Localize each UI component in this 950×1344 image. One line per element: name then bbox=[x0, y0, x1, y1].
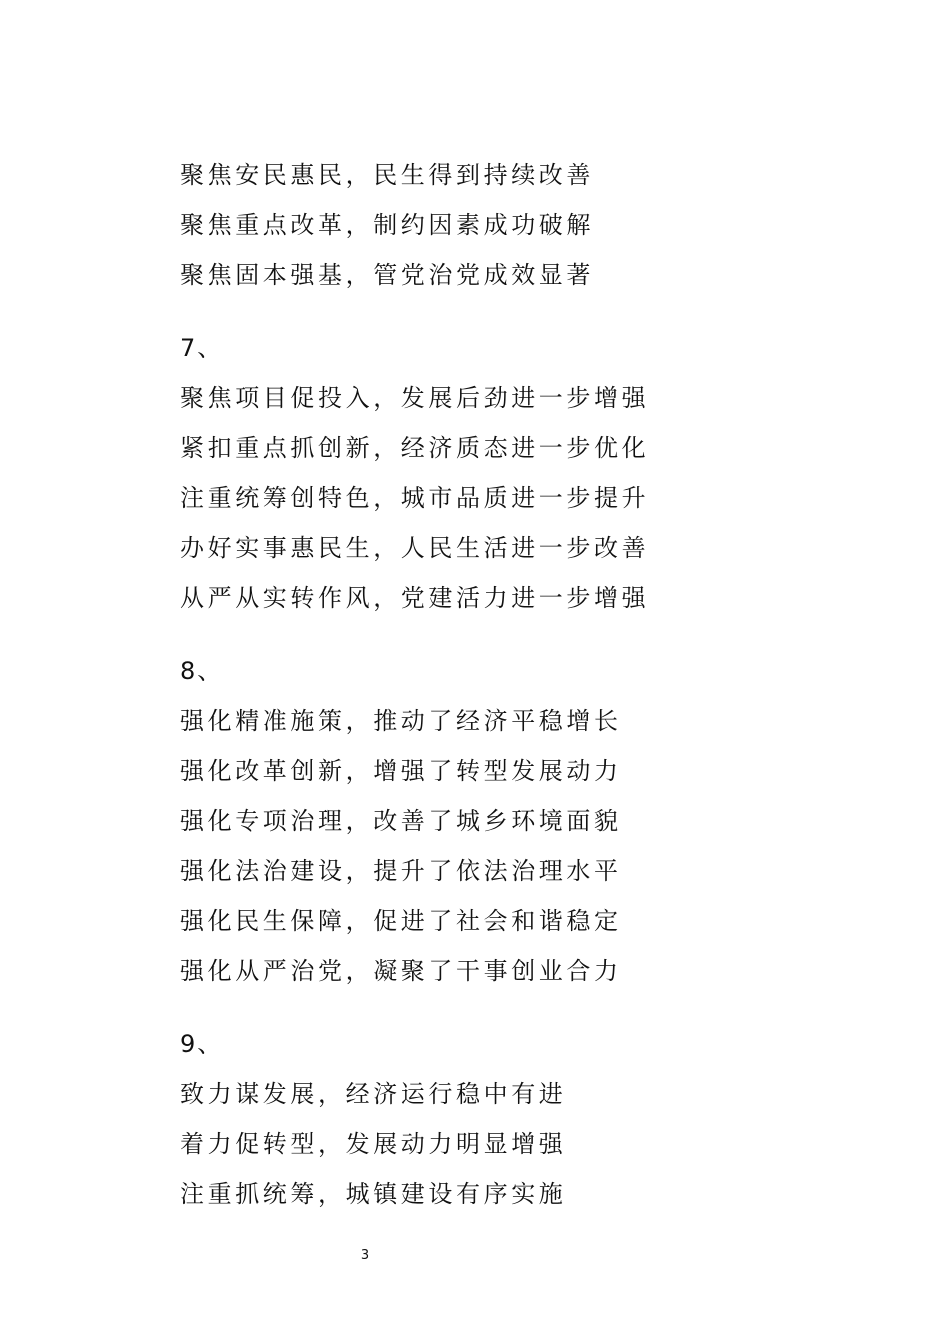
text-line: 致力谋发展，经济运行稳中有进 bbox=[180, 1080, 567, 1108]
section-gap bbox=[180, 300, 800, 323]
text-line: 从严从实转作风，党建活力进一步增强 bbox=[180, 584, 650, 612]
text-line: 强化改革创新，增强了转型发展动力 bbox=[180, 757, 622, 785]
text-line: 强化从严治党，凝聚了干事创业合力 bbox=[180, 957, 622, 985]
text-line: 注重统筹创特色，城市品质进一步提升 bbox=[180, 484, 650, 512]
text-line: 聚焦固本强基，管党治党成效显著 bbox=[180, 261, 594, 289]
text-line: 强化法治建设，提升了依法治理水平 bbox=[180, 857, 622, 885]
section-gap bbox=[180, 623, 800, 646]
section-gap bbox=[180, 996, 800, 1019]
section-7 bbox=[180, 323, 800, 623]
text-line: 聚焦安民惠民，民生得到持续改善 bbox=[180, 161, 594, 189]
document-body bbox=[180, 150, 800, 1219]
section-intro bbox=[180, 150, 800, 300]
text-line: 紧扣重点抓创新，经济质态进一步优化 bbox=[180, 434, 650, 462]
section-heading: 8、 bbox=[180, 657, 224, 685]
text-line: 强化民生保障，促进了社会和谐稳定 bbox=[180, 907, 622, 935]
section-8 bbox=[180, 646, 800, 996]
section-9 bbox=[180, 1019, 800, 1219]
page-number: 3 bbox=[360, 1248, 370, 1263]
text-line: 强化精准施策，推动了经济平稳增长 bbox=[180, 707, 622, 735]
text-line: 注重抓统筹，城镇建设有序实施 bbox=[180, 1180, 567, 1208]
text-line: 着力促转型，发展动力明显增强 bbox=[180, 1130, 567, 1158]
text-line: 强化专项治理，改善了城乡环境面貌 bbox=[180, 807, 622, 835]
text-line: 聚焦重点改革，制约因素成功破解 bbox=[180, 211, 594, 239]
section-heading: 9、 bbox=[180, 1030, 224, 1058]
section-heading: 7、 bbox=[180, 334, 224, 362]
text-line: 聚焦项目促投入，发展后劲进一步增强 bbox=[180, 384, 650, 412]
text-line: 办好实事惠民生，人民生活进一步改善 bbox=[180, 534, 650, 562]
